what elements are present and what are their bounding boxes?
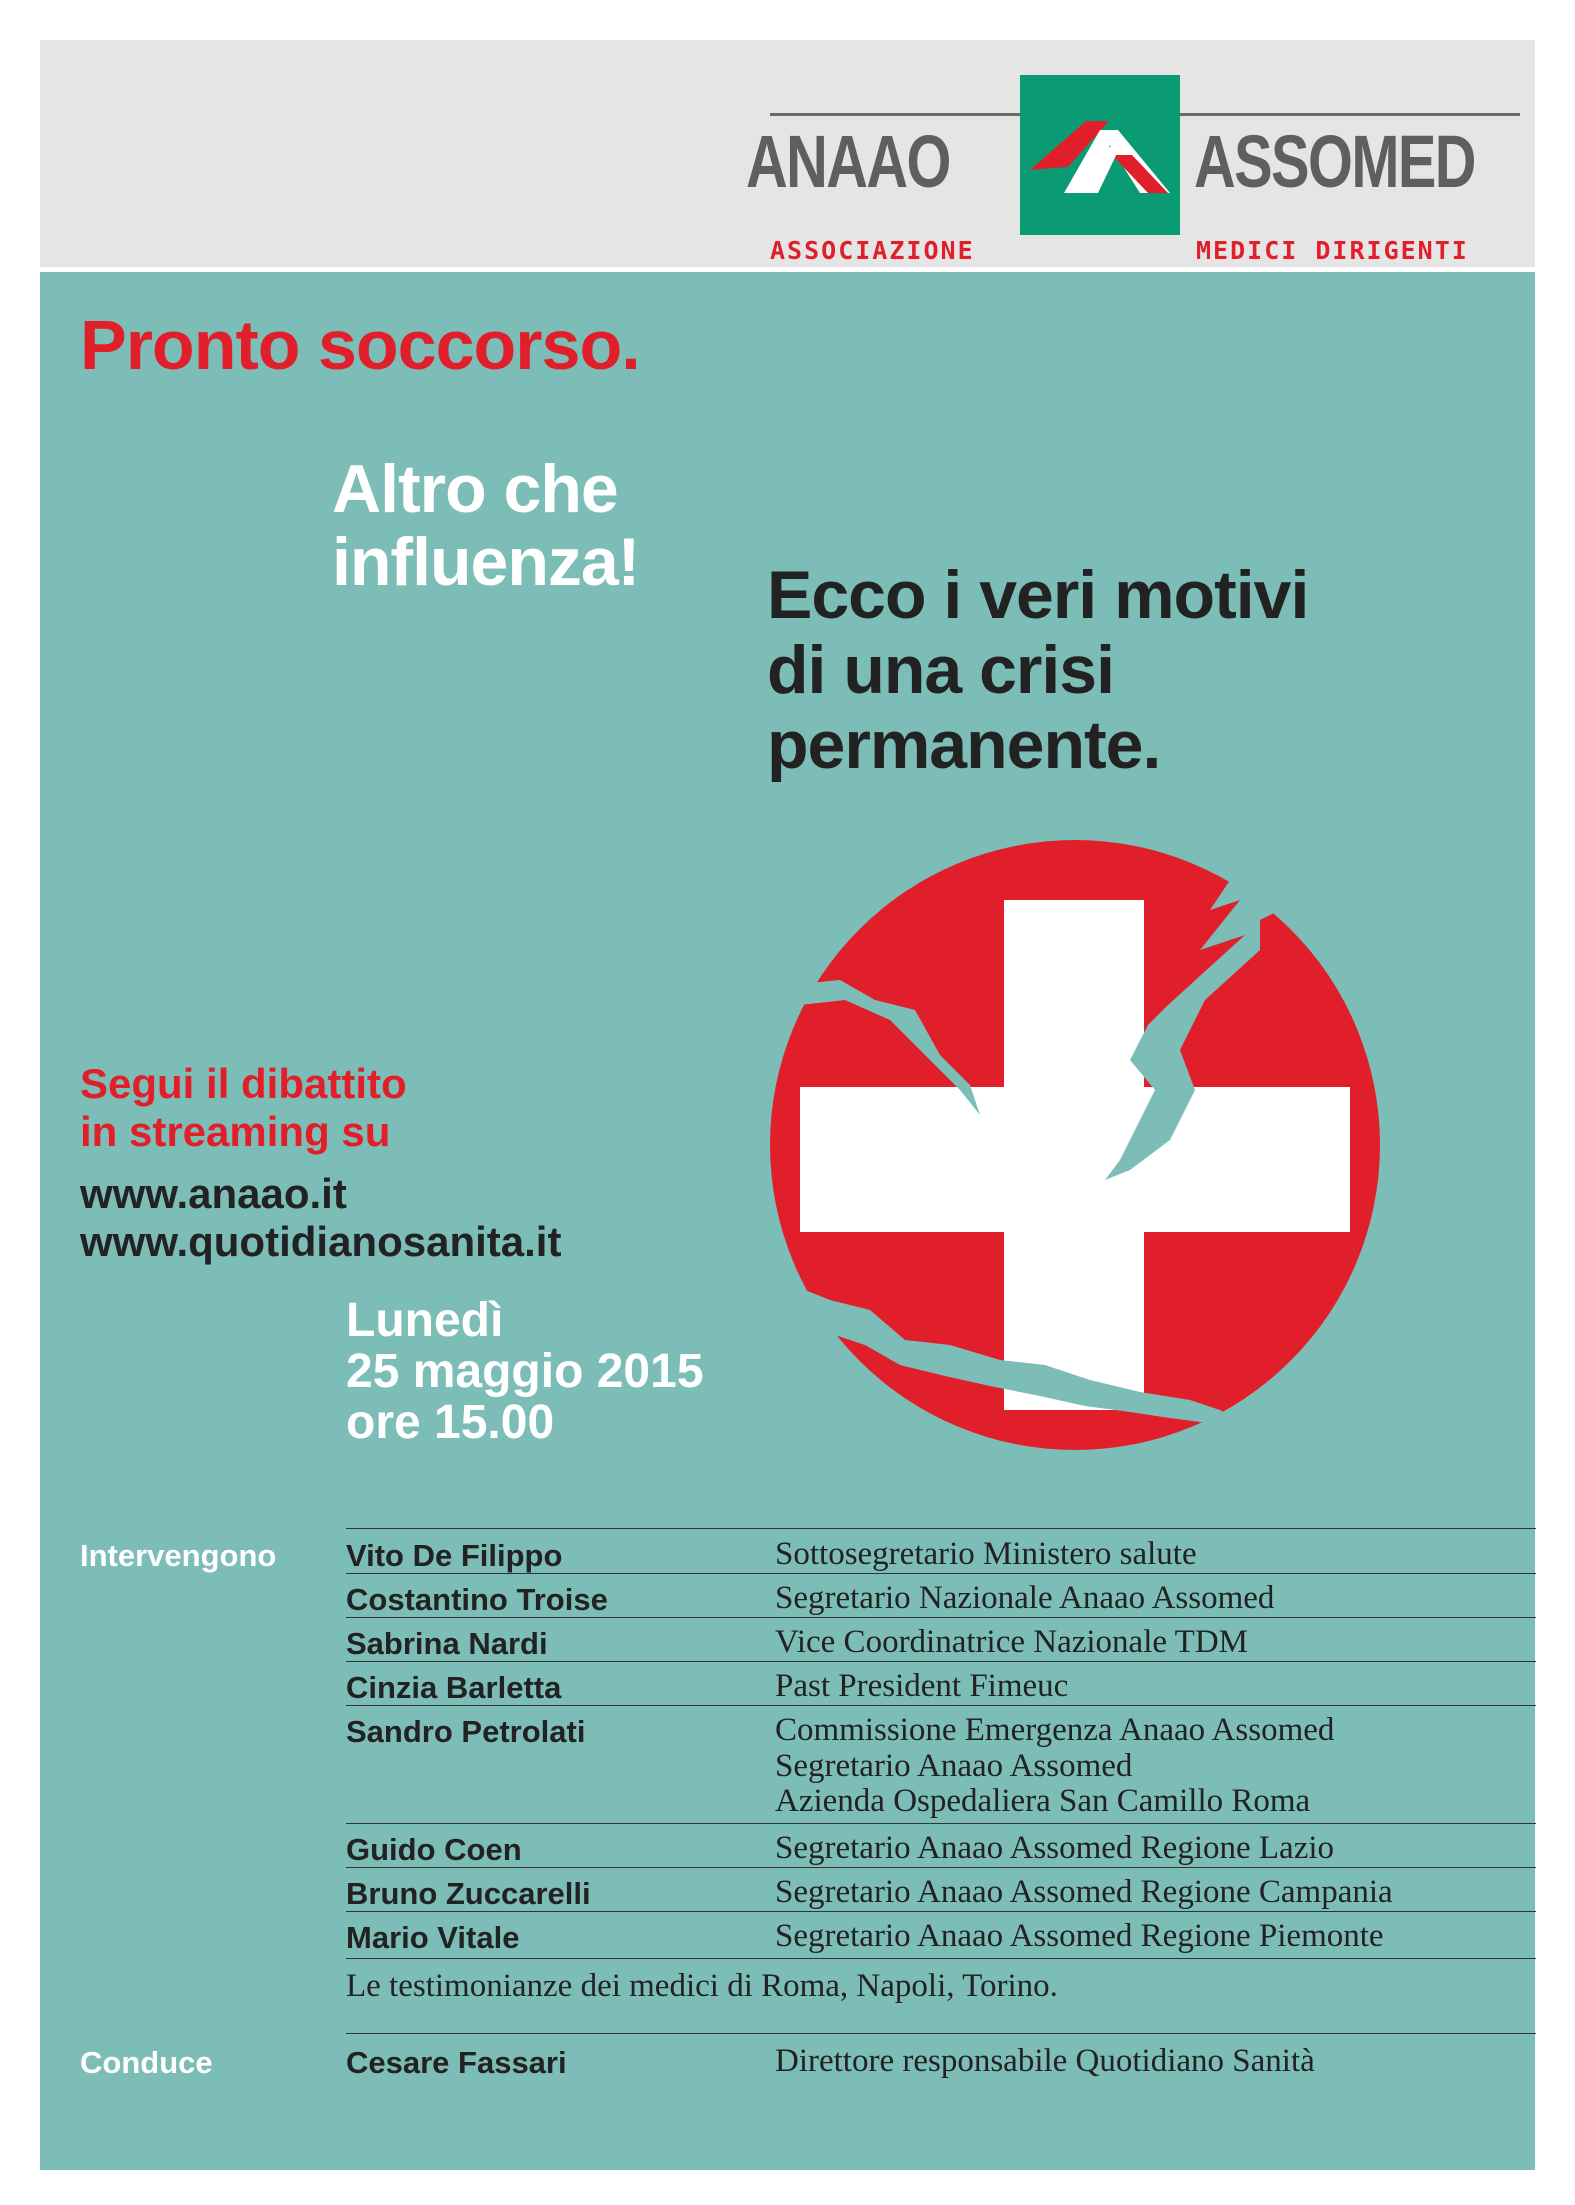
roof-icon [1020,75,1180,235]
link-quotidianosanita[interactable]: www.quotidianosanita.it [80,1217,562,1265]
speaker-role-line: Vice Coordinatrice Nazionale TDM [775,1624,1248,1660]
speaker-name: Costantino Troise [346,1582,608,1617]
headline-ecco-line: di una crisi [767,631,1114,708]
anaao-assomed-logo [746,75,1520,265]
link-anaao[interactable]: www.anaao.it [80,1170,347,1217]
logo-sub-left: ASSOCIAZIONE [770,236,975,265]
conduce-role [775,2044,1315,2080]
divider-line [346,1573,1536,1574]
logo-rule-left [770,113,1020,116]
speaker-name: Guido Coen [346,1832,522,1867]
logo-word-left: ANAAO [746,120,950,203]
speaker-name: Cinzia Barletta [346,1670,562,1705]
speaker-role [775,1919,1384,1955]
speaker-role [775,1537,1197,1573]
conduce-label: Conduce [80,2045,213,2080]
speaker-name: Vito De Filippo [346,1538,563,1573]
streaming-line: Segui il dibattito [80,1060,407,1107]
testimonianze-note: Le testimonianze dei medici di Roma, Napoli, Torino. [346,1968,1058,2004]
event-date-line: Lunedì [346,1294,504,1347]
event-date-line: 25 maggio 2015 [346,1344,704,1398]
speaker-role-line: Sottosegretario Ministero salute [775,1536,1197,1572]
intervengono-label: Intervengono [80,1538,277,1573]
conduce-name: Cesare Fassari [346,2045,567,2080]
headline-ecco-line: permanente. [767,706,1161,783]
headline-ecco-line: Ecco i veri motivi [767,557,1309,633]
speaker-name: Sandro Petrolati [346,1714,586,1749]
divider-line [346,1867,1536,1868]
speaker-role [775,1831,1334,1867]
divider-line [346,1911,1536,1912]
speaker-role [775,1875,1393,1911]
logo-word-right: ASSOMED [1194,120,1475,203]
logo-rule-right [1180,113,1520,116]
speaker-name: Bruno Zuccarelli [346,1876,591,1911]
broken-red-cross-icon [700,840,1420,1460]
divider-line [346,1617,1536,1618]
speaker-role-line: Segretario Anaao Assomed Regione Campania [775,1874,1393,1910]
divider-line [346,1958,1536,1959]
speaker-name: Mario Vitale [346,1920,520,1955]
speaker-role [775,1581,1274,1617]
streaming-invite [80,1060,407,1156]
headline-altro [332,453,639,599]
speaker-role-line: Azienda Ospedaliera San Camillo Roma [775,1783,1311,1820]
speaker-role [775,1669,1068,1705]
headline-pronto-soccorso: Pronto soccorso. [80,306,640,384]
speaker-role [775,1625,1248,1661]
poster [40,40,1535,2170]
speaker-role-line: Segretario Anaao Assomed Regione Lazio [775,1830,1335,1866]
speaker-role-line: Segretario Anaao Assomed [775,1747,1133,1784]
logo-sub-right: MEDICI DIRIGENTI [1196,236,1469,265]
event-date-line: ore 15.00 [346,1395,555,1449]
logo-green-square [1020,75,1180,235]
headline-altro-line: Altro che [332,451,618,527]
conduce-role-line: Direttore responsabile Quotidiano Sanità [775,2043,1315,2079]
speaker-role [775,1713,1334,1820]
speaker-role-line: Segretario Anaao Assomed Regione Piemonte [775,1918,1384,1954]
headline-altro-line: influenza! [332,523,640,600]
divider-line [346,1705,1536,1706]
divider-line [346,2033,1536,2034]
divider-line [346,1661,1536,1662]
event-date [346,1296,704,1449]
headline-ecco [767,558,1308,782]
speaker-role-line: Past President Fimeuc [775,1668,1069,1704]
divider-line [346,1823,1536,1824]
speaker-name: Sabrina Nardi [346,1626,548,1661]
streaming-links [80,1170,561,1266]
speaker-role-line: Commissione Emergenza Anaao Assomed [775,1712,1335,1748]
speaker-role-line: Segretario Nazionale Anaao Assomed [775,1580,1275,1616]
header-band [40,40,1535,267]
streaming-line: in streaming su [80,1107,391,1155]
divider-line [346,1528,1536,1529]
